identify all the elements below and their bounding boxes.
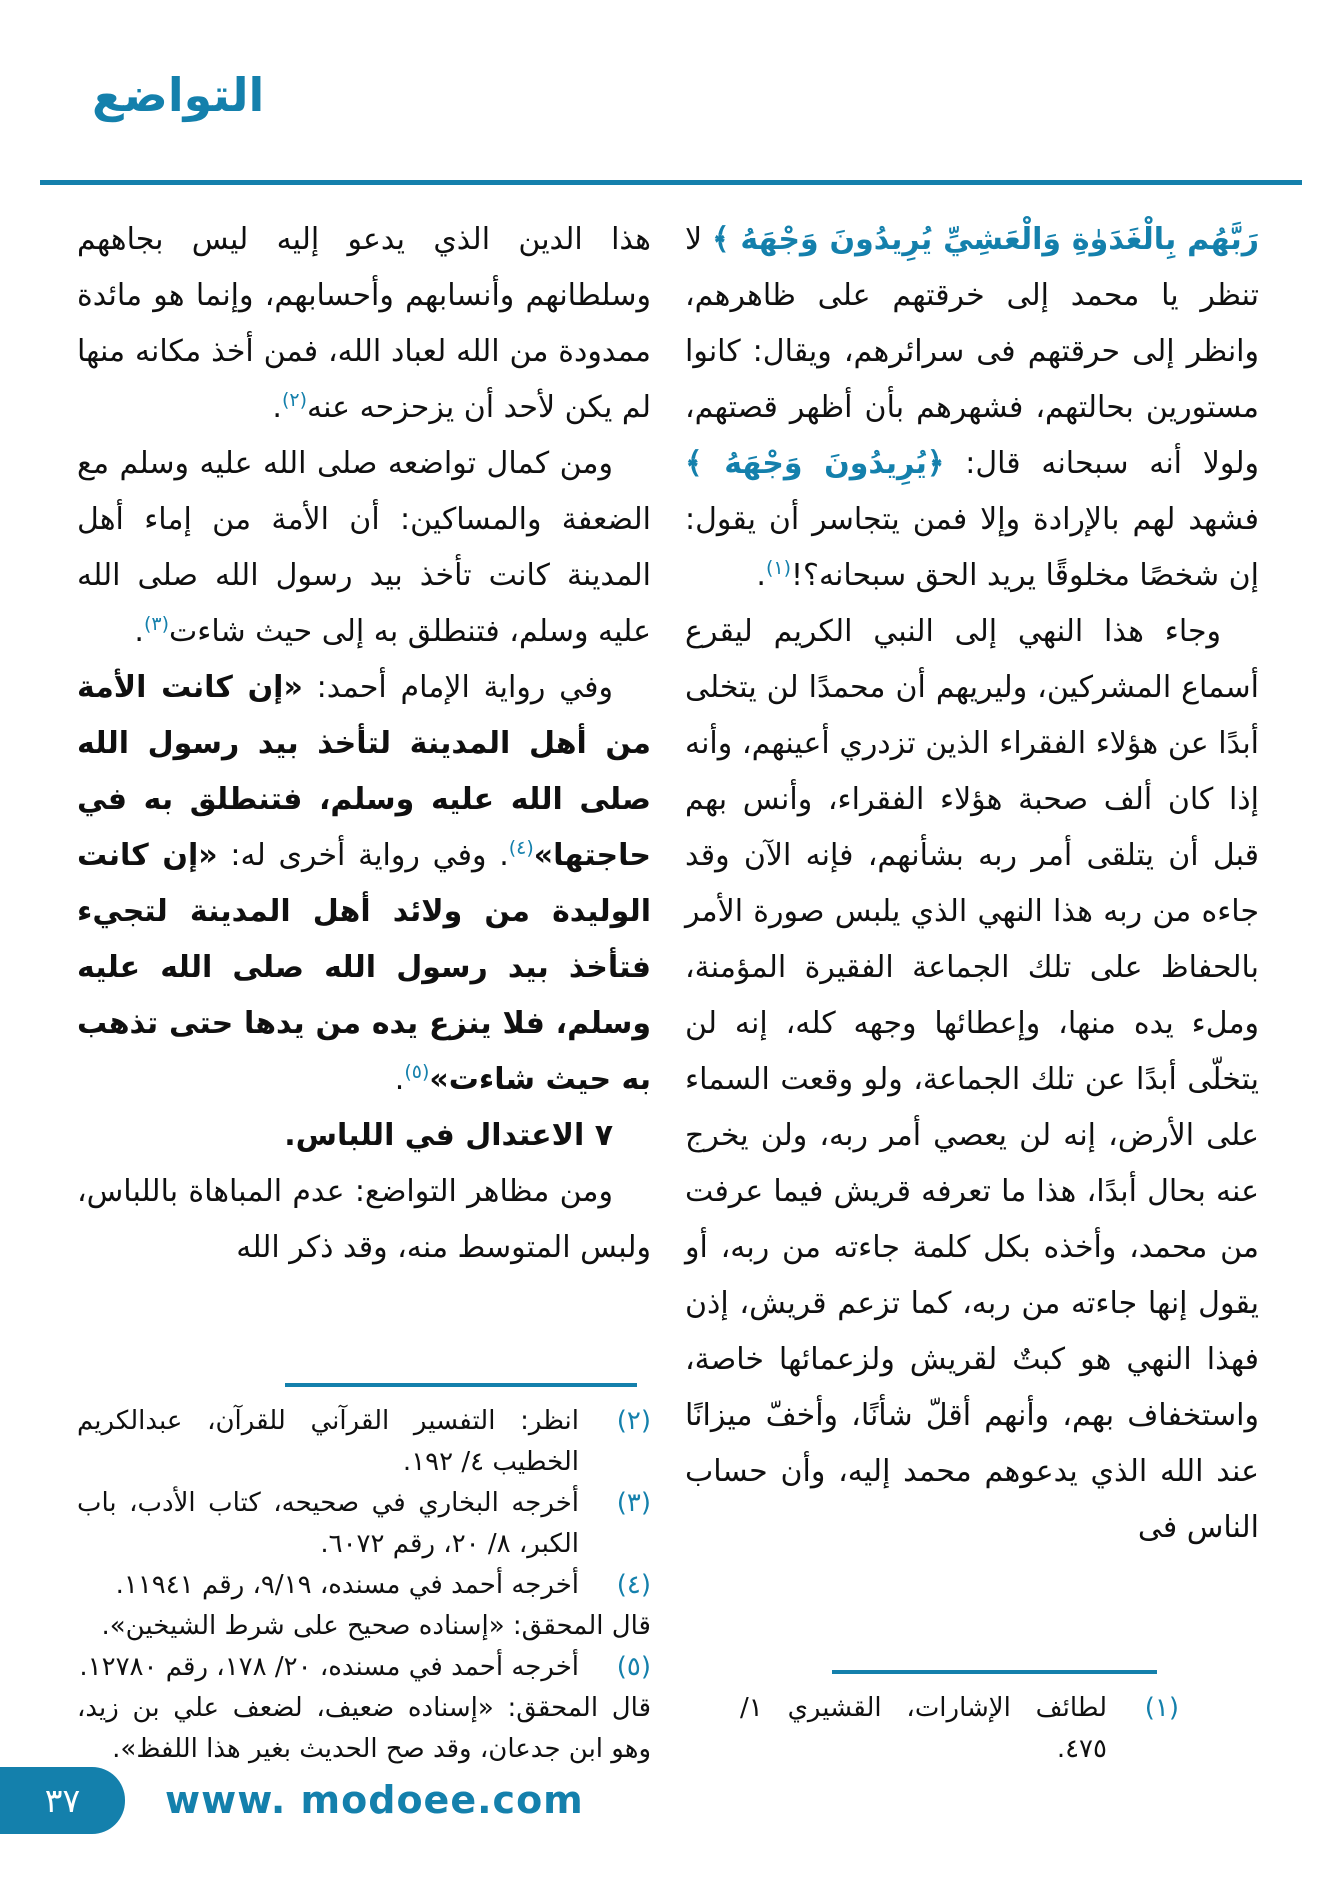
footnote-number: (١): [1144, 1693, 1179, 1723]
footnote-text: أخرجه أحمد في مسنده، ٢٠/ ١٧٨، رقم ١٢٧٨٠.: [79, 1652, 579, 1682]
chapter-title: التواضع: [92, 68, 265, 122]
text-segment: ومن كمال تواضعه صلى الله عليه وسلم مع الضعفة والمساكين: أن الأمة من إماء أهل المدينة كانت تأخذ بيد رسول الله صلى الله عليه وسلم، فتنطلق به إلى حيث شاءت: [77, 446, 651, 649]
column-right-body: [685, 212, 1259, 1556]
page-number: ٣٧: [44, 1781, 81, 1820]
quran-quote: رَبَّهُم بِالْغَدَوٰةِ وَالْعَشِيِّ يُرِيدُونَ وَجْهَهُ ﴾: [712, 222, 1259, 257]
text-segment: هذا الدين الذي يدعو إليه ليس بجاههم وسلطانهم وأنسابهم وأحسابهم، وإنما هو مائدة ممدودة من الله لعباد الله، فمن أخذ مكانه منها لم يكن لأحد أن يزحزحه عنه: [77, 222, 651, 425]
text-segment: لا تنظر يا محمد إلى خرقتهم على ظاهرهم، وانظر إلى حرقتهم فى سرائرهم، ويقال: كانوا مستورين بحالتهم، فشهرهم بأن أظهر قصتهم، ولولا أنه سبحانه قال:: [685, 222, 1259, 481]
footnote-ref: (٢): [281, 389, 308, 411]
footnote-ref: (٣): [143, 613, 169, 635]
text-segment: «إن كانت الوليدة من ولائد أهل المدينة لتجيء فتأخذ بيد رسول الله صلى الله عليه وسلم، فلا ينزع يده من يدها حتى تذهب به حيث شاءت»: [77, 838, 651, 1097]
body-paragraph: [77, 660, 651, 1108]
footnote-item: [77, 1401, 651, 1483]
body-paragraph: [685, 212, 1259, 604]
footnote-text: قال المحقق: «إسناده صحيح على شرط الشيخين».: [101, 1611, 651, 1641]
column-right-footnotes: [685, 1670, 1259, 1770]
footnote-text: لطائف الإشارات، القشيري ١/ ٤٧٥.: [740, 1693, 1107, 1764]
header-rule: [40, 180, 1302, 185]
text-segment: فشهد لهم بالإرادة وإلا فمن يتجاسر أن يقول: إن شخصًا مخلوقًا يريد الحق سبحانه؟!: [685, 502, 1259, 593]
body-paragraph: [77, 1164, 651, 1276]
footnote-number: (٤): [616, 1570, 651, 1600]
footnote-item: [77, 1606, 651, 1647]
footnote-ref: (١): [765, 557, 791, 579]
body-paragraph: [77, 212, 651, 436]
text-segment: . وفي رواية أخرى له:: [217, 838, 509, 873]
text-segment: «إن كانت الأمة من أهل المدينة لتأخذ بيد رسول الله صلى الله عليه وسلم، فتنطلق به في حاجتها»: [77, 670, 651, 873]
footnote-text: قال المحقق: «إسناده ضعيف، لضعف علي بن زيد، وهو ابن جدعان، وقد صح الحديث بغير هذا اللفظ».: [77, 1693, 651, 1764]
footnote-item: [77, 1565, 651, 1606]
quran-quote: ﴿يُرِيدُونَ وَجْهَهُ ﴾: [685, 446, 945, 481]
footnote-number: (٢): [616, 1406, 651, 1436]
section-heading: [77, 1108, 651, 1164]
footnote-item: [77, 1483, 651, 1565]
footnote-text: أخرجه البخاري في صحيحه، كتاب الأدب، باب الكبر، ٨/ ٢٠، رقم ٦٠٧٢.: [77, 1488, 579, 1559]
text-segment: .: [394, 1062, 405, 1097]
text-segment: ٧ الاعتدال في اللباس.: [284, 1118, 613, 1153]
footnote-ref: (٤): [508, 837, 534, 859]
website-url[interactable]: www. modoee.com: [165, 1778, 584, 1822]
footnote-item: [77, 1688, 651, 1770]
text-segment: وفي رواية الإمام أحمد:: [302, 670, 613, 705]
text-segment: .: [272, 390, 282, 425]
column-right: [685, 212, 1259, 1770]
text-segment: وجاء هذا النهي إلى النبي الكريم ليقرع أسماع المشركين، وليريهم أن محمدًا لن يتخلى أبدًا عن هؤلاء الفقراء الذين تزدري أعينهم، وأنه إذا كان ألف صحبة هؤلاء الفقراء، وأنس بهم قبل أن يتلقى أمر ربه بشأنهم، فإنه الآن وقد جاءه من ربه هذا النهي الذي يلبس صورة الأمر بالحفاظ على تلك الجماعة الفقيرة المؤمنة، وملء يده منها، وإعطائها وجهه كله، إنه لن يتخلّى أبدًا عن تلك الجماعة، ولو وقعت السماء على الأرض، إنه لن يعصي أمر ربه، ولن يخرج عنه بحال أبدًا، هذا ما تعرفه قريش فيما عرفت من محمد، وأخذه بكل كلمة جاءته من ربه، أو يقول إنها جاءته من ربه، كما تزعم قريش، إذن فهذا النهي هو كبتٌ لقريش ولزعمائها خاصة، واستخفاف بهم، وأنهم أقلّ شأنًا، وأخفّ ميزانًا عند الله الذي يدعوهم محمد إليه، وأن حساب الناس فى: [685, 614, 1259, 1545]
footnote-list: [77, 1401, 651, 1770]
footnote-item: [77, 1647, 651, 1688]
footnote-number: (٥): [616, 1652, 651, 1682]
footnote-text: أخرجه أحمد في مسنده، ٩/١٩، رقم ١١٩٤١.: [115, 1570, 579, 1600]
footnote-ref: (٥): [404, 1061, 430, 1083]
text-segment: .: [756, 558, 766, 593]
footnote-text: انظر: التفسير القرآني للقرآن، عبدالكريم الخطيب ٤/ ١٩٢.: [77, 1406, 579, 1477]
page-columns: [77, 212, 1259, 1770]
text-segment: .: [134, 614, 144, 649]
column-left-body: [77, 212, 651, 1276]
column-left-footnotes: [77, 1383, 651, 1770]
footnote-separator: [285, 1383, 637, 1387]
footnote-list: [685, 1688, 1259, 1770]
body-paragraph: [77, 436, 651, 660]
text-segment: ومن مظاهر التواضع: عدم المباهاة باللباس، ولبس المتوسط منه، وقد ذكر الله: [77, 1174, 651, 1265]
footnote-separator: [832, 1670, 1157, 1674]
footnote-number: (٣): [616, 1488, 651, 1518]
footnote-item: [740, 1688, 1179, 1770]
column-left: [77, 212, 651, 1770]
page-number-tab: [0, 1767, 125, 1834]
body-paragraph: [685, 604, 1259, 1556]
